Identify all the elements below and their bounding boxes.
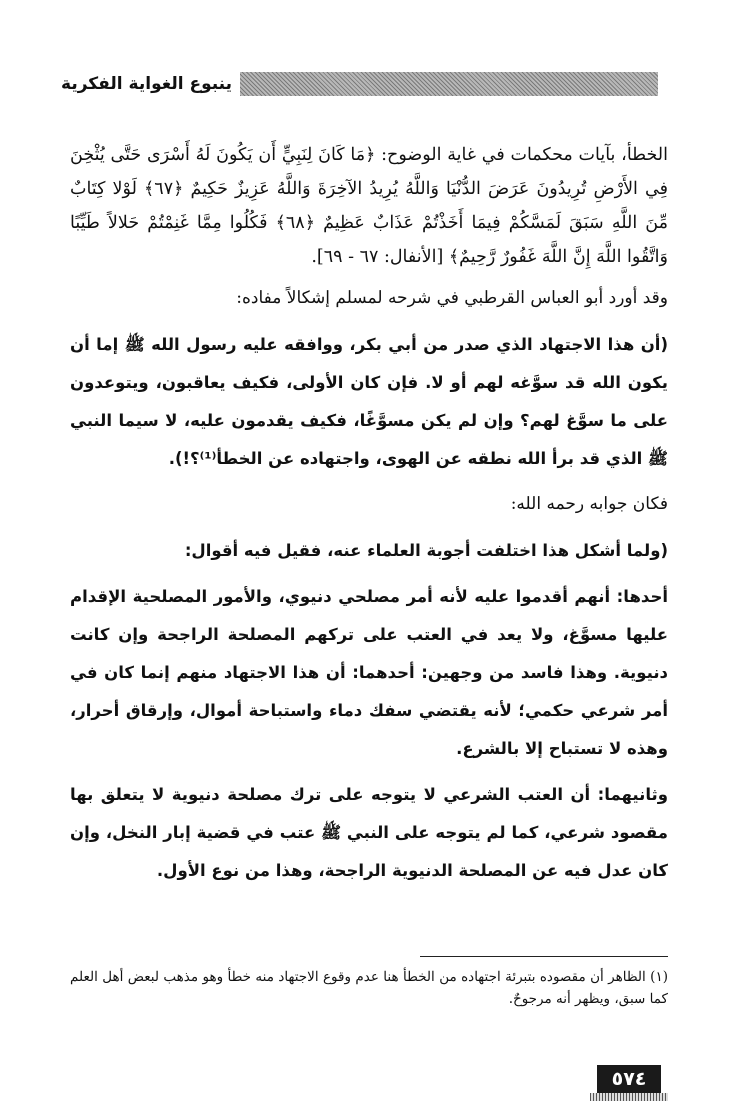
quoted-answer-opening: (ولما أشكل هذا اختلفت أجوبة العلماء عنه، فقيل فيه أقوال:: [184, 541, 668, 560]
page-body: [70, 138, 668, 958]
quoted-problem: (أن هذا الاجتهاد الذي صدر من أبي بكر، ووافقه عليه رسول الله ﷺ إما أن يكون الله قد سوَّغه لهم أو لا. فإن كان الأولى، فكيف يعاقبون، ويتوعدون على ما سوَّغ لهم؟ وإن لم يكن مسوَّغًا، فكيف يقدمون عليه، لا سيما النبي ﷺ الذي قد برأ الله نطقه عن الهوى، واجتهاده عن الخطأ⁽¹⁾؟!).: [70, 335, 668, 468]
header-hatched-bar: [240, 72, 658, 96]
running-header: [60, 72, 658, 98]
body-paragraph-intro: وقد أورد أبو العباس القرطبي في شرحه لمسلم إشكالاً مفاده:: [236, 288, 668, 308]
page-number-edge-texture: [590, 1093, 668, 1101]
quoted-second-point: وثانيهما: أن العتب الشرعي لا يتوجه على ترك مصلحة دنيوية لا يتعلق بها مقصود شرعي، كما لم يتوجه على النبي ﷺ عتب في قضية إبار النخل، وإن كان عدل فيه عن المصلحة الدنيوية الراجحة، وهذا من نوع الأول.: [70, 785, 668, 880]
body-paragraph-quran: الخطأ، بآيات محكمات في غاية الوضوح: ﴿مَا كَانَ لِنَبِيٍّ أَن يَكُونَ لَهُ أَسْرَى حَتَّى يُثْخِنَ فِي الأَرْضِ تُرِيدُونَ عَرَضَ الدُّنْيَا وَاللَّهُ يُرِيدُ الآخِرَةَ وَاللَّهُ عَزِيزٌ حَكِيمٌ ﴿٦٧﴾ لَوْلا كِتَابٌ مِّنَ اللَّهِ سَبَقَ لَمَسَّكُمْ فِيمَا أَخَذْتُمْ عَذَابٌ عَظِيمٌ ﴿٦٨﴾ فَكُلُوا مِمَّا غَنِمْتُمْ حَلالاً طَيِّبًا وَاتَّقُوا اللَّهَ إِنَّ اللَّهَ غَفُورٌ رَّحِيمٌ﴾ [الأنفال: ٦٧ - ٦٩].: [70, 145, 668, 267]
page-number: ٥٧٤: [597, 1065, 661, 1093]
body-paragraph-answer-intro: فكان جوابه رحمه الله:: [510, 494, 668, 514]
book-title: ينبوع الغواية الفكرية: [61, 74, 232, 94]
footnote: (١) الظاهر أن مقصوده بتبرئة اجتهاده من الخطأ هنا عدم وقوع الاجتهاد منه خطأ وهو مذهب لبعض أهل العلم كما سبق، ويظهر أنه مرجوحٌ.: [70, 969, 668, 1007]
footnote-separator: [420, 956, 668, 957]
quoted-first-opinion: أحدها: أنهم أقدموا عليه لأنه أمر مصلحي دنيوي، والأمور المصلحية الإقدام عليها مسوَّغ، ولا يعد في العتب على تركهم المصلحة الراجحة وإن كانت دنيوية. وهذا فاسد من وجهين: أحدهما: أن هذا الاجتهاد منهم إنما كان في أمر شرعي حكمي؛ لأنه يقتضي سفك دماء واستباحة أموال، وإرقاق أحرار، وهذه لا تستباح إلا بالشرع.: [70, 587, 668, 758]
